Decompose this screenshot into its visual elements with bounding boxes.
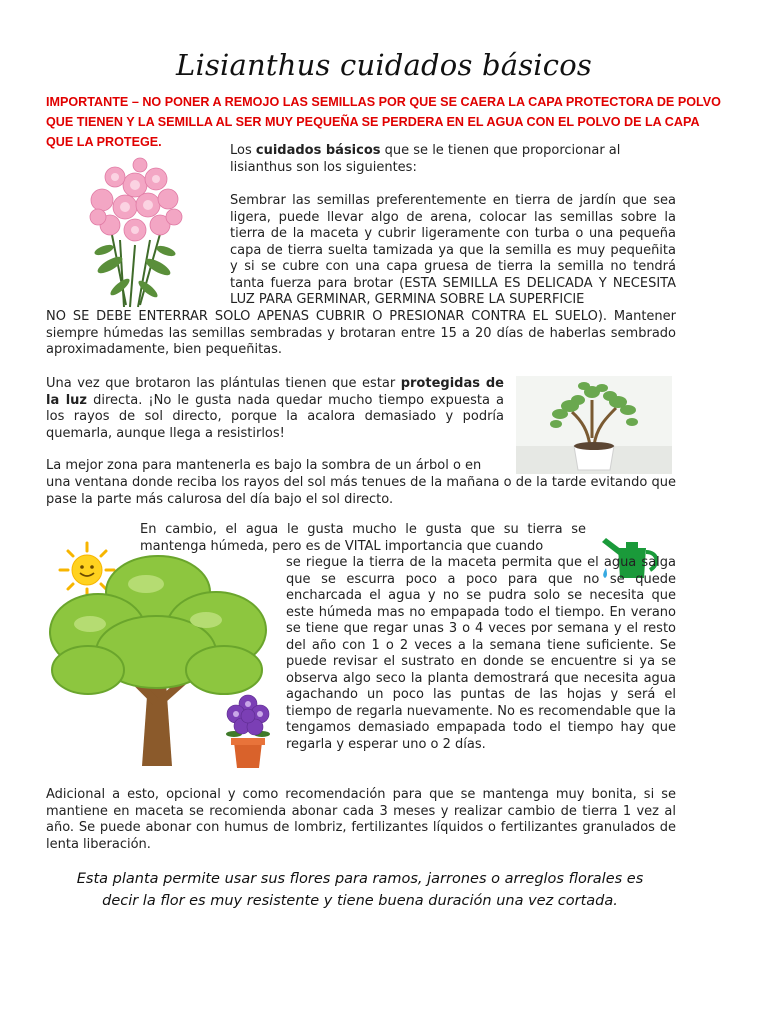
intro-bold-text: cuidados básicos bbox=[255, 143, 381, 158]
intro-text-end: que se le tienen que proporcionar al lisianthus son los siguientes: bbox=[230, 143, 621, 175]
intro-paragraph bbox=[230, 143, 640, 176]
sowing-paragraph-continuation: NO SE DEBE ENTERRAR SOLO APENAS CUBRIR O PRESIONAR CONTRA EL SUELO). Mantener siempre húmedas las semillas sembradas y brotaran entre 15 a 20 días de haberlas sembrado aproximadamente, bien pequeñitas. bbox=[46, 309, 676, 357]
zone-paragraph: una ventana donde reciba los rayos del sol más tenues de la mañana o de la tarde evitando que pase la parte más calurosa del día bajo el sol directo. bbox=[46, 475, 676, 507]
sun-paragraph bbox=[46, 376, 504, 442]
zone-paragraph-first-line: La mejor zona para mantenerla es bajo la sombra de un árbol o en bbox=[46, 458, 482, 473]
sun-bold-text: protegidas de la luz bbox=[46, 376, 504, 408]
sun-text: Una vez que brotaron las plántulas tienen que estar bbox=[46, 376, 401, 391]
water-paragraph: En cambio, el agua le gusta mucho le gusta que su tierra se mantenga húmeda, pero es de VITAL importancia que cuando bbox=[140, 522, 586, 554]
purple-flower-pot-image bbox=[222, 690, 274, 770]
sowing-paragraph: Sembrar las semillas preferentemente en tierra de jardín que sea ligera, puede llevar algo de arena, colocar las semillas sobre la tierra de la maceta y cubrir ligeramente con turba o una pequeña capa de tierra suelta tamizada ya que la semilla es muy pequeñita y si se cubre con una capa gruesa de tierra la semilla no tendrá tanta fuerza para brotar (ESTA SEMILLA ES DELICADA Y NECESITA LUZ PARA GERMINAR, GERMINA SOBRE LA SUPERFICIE bbox=[230, 193, 676, 307]
important-warning: IMPORTANTE – NO PONER A REMOJO LAS SEMILLAS POR QUE SE CAERA LA CAPA PROTECTORA DE POLVO QUE TIENEN Y LA SEMILLA AL SER MUY PEQUEÑA SE PERDERA EN EL AGUA CON EL POLVO DE LA CAPA QUE LA PROTEGE. bbox=[46, 95, 721, 149]
page-title: Lisianthus cuidados básicos bbox=[176, 48, 592, 82]
potted-jade-plant-image bbox=[516, 376, 672, 474]
intro-text: Los bbox=[230, 143, 256, 158]
water-paragraph-continuation: se riegue la tierra de la maceta permita que el agua salga que se escurra poco a poco para que no se quede encharcada el agua y no se pudra solo se necesita que este húmeda mas no empapada todo el tiempo. En verano se tiene que regar unas 3 o 4 veces por semana y el resto del año con 1 o 2 veces a la semana tiene suficiente. Se puede revisar el sustrato en donde se encuentre si ya se observa algo seco la planta demostrará que necesita agua agachando un poco las puntas de las hojas y será el tiempo de regarla nuevamente. No es recomendable que la tengamos demasiado empapada todo el tiempo hay que regarla y esperar uno o 2 días. bbox=[286, 555, 676, 752]
fertilizer-paragraph: Adicional a esto, opcional y como recomendación para que se mantenga muy bonita, si se mantiene en maceta se recomienda abonar cada 3 meses y realizar cambio de tierra 1 vez al año. Se puede abonar con humus de lombriz, fertilizantes líquidos o fertilizantes granulados de lenta liberación. bbox=[46, 787, 676, 852]
pink-lisianthus-bouquet-image bbox=[80, 155, 190, 310]
sun-text-end: directa. ¡No le gusta nada quedar mucho tiempo expuesta a los rayos de sol directo, porque la acalora demasiado y podría quemarla, aunque llega a resistirlos! bbox=[46, 392, 504, 441]
closing-statement: Esta planta permite usar sus flores para ramos, jarrones o arreglos florales es decir la flor es muy resistente y tiene buena duración una vez cortada. bbox=[76, 871, 644, 909]
